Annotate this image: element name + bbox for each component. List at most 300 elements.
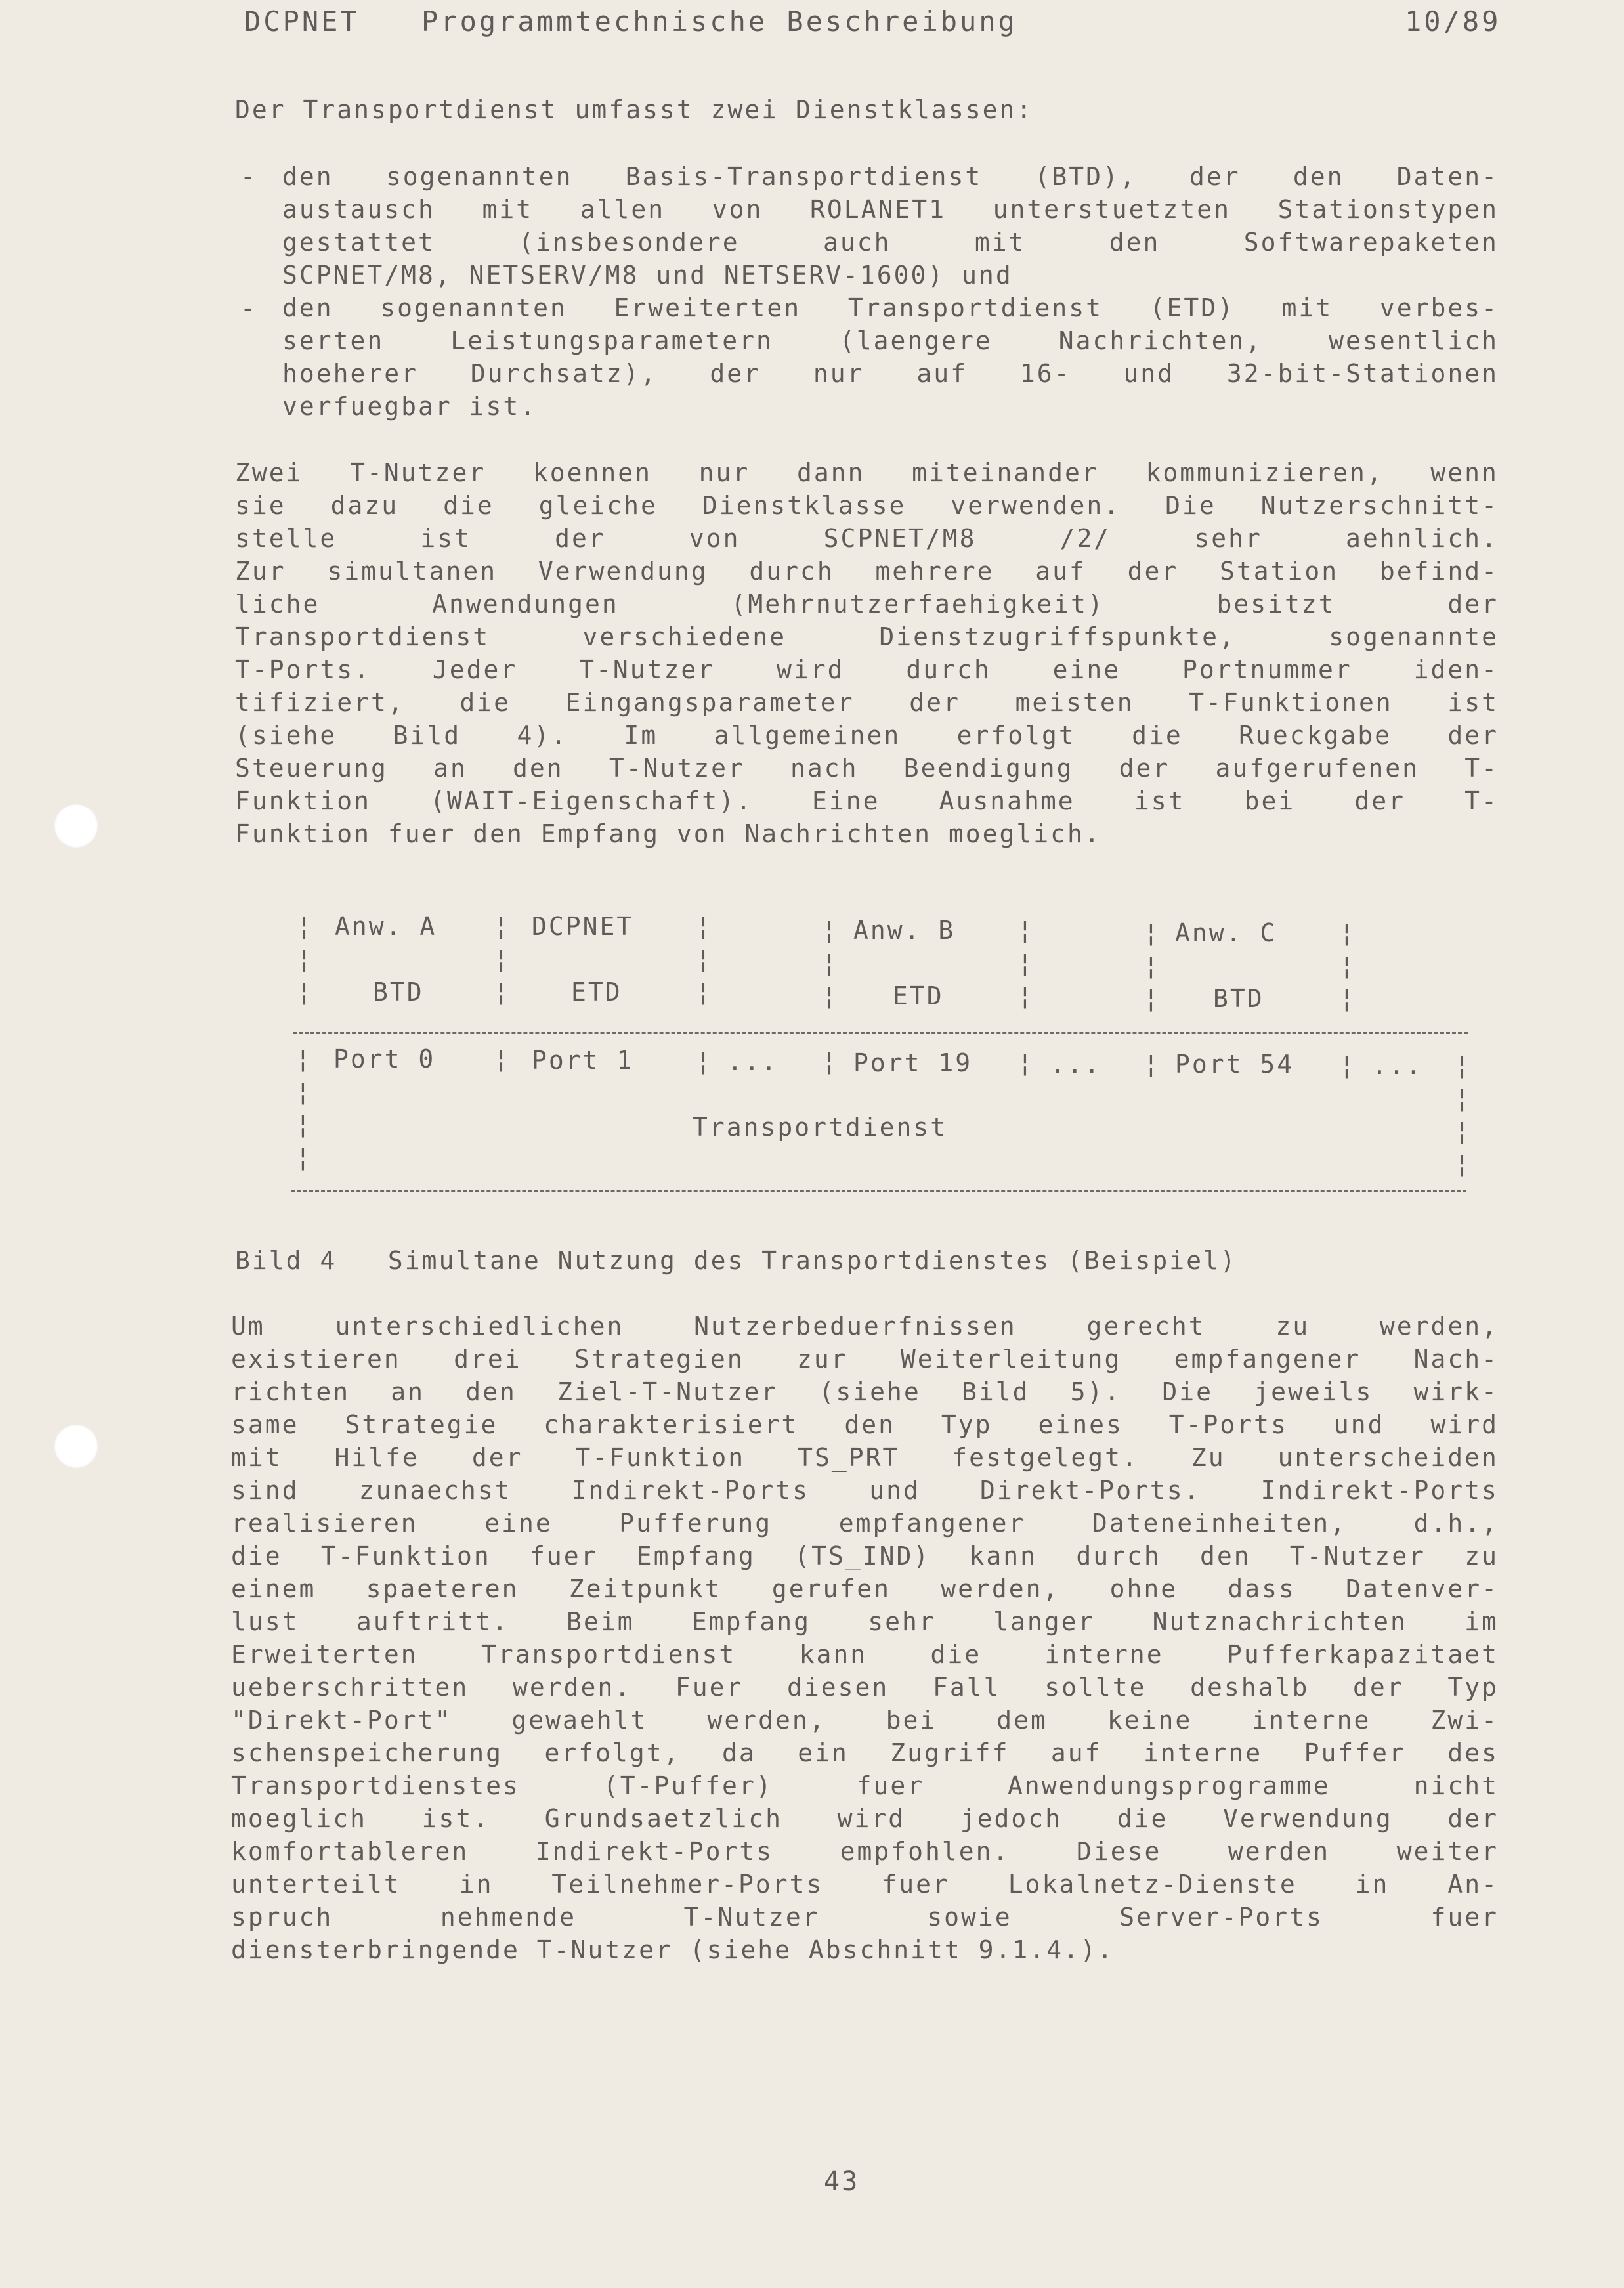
word: ist xyxy=(420,524,472,553)
word: ohne xyxy=(1109,1574,1178,1603)
text-line xyxy=(231,1572,1499,1605)
word: hoeherer xyxy=(282,359,419,388)
word: Pufferkapazitaet xyxy=(1226,1640,1499,1669)
word: in xyxy=(1355,1870,1390,1899)
word: 4). xyxy=(517,721,568,750)
word: den xyxy=(1109,228,1161,257)
word: Indirekt-Ports xyxy=(1260,1476,1499,1505)
word: der xyxy=(1127,557,1179,586)
text-line xyxy=(282,226,1499,259)
word: spruch xyxy=(231,1903,333,1932)
word: Verwendung xyxy=(1222,1804,1393,1833)
word: Ziel-T-Nutzer xyxy=(557,1377,779,1406)
word: ein xyxy=(798,1738,849,1767)
word: Zu xyxy=(1191,1443,1226,1472)
word: tifiziert, xyxy=(235,688,405,717)
word: bei xyxy=(886,1706,937,1735)
text-line xyxy=(235,588,1499,620)
word: Die xyxy=(1165,491,1216,520)
word: den xyxy=(1293,162,1344,191)
word: Bild xyxy=(393,721,461,750)
word: Puffer xyxy=(1304,1738,1406,1767)
word: kann xyxy=(969,1542,1038,1570)
word: die xyxy=(443,491,494,520)
word: T-Nutzer xyxy=(609,754,745,783)
diagram-divider: ¦ xyxy=(297,945,312,974)
word: befind- xyxy=(1379,557,1499,586)
word: eines xyxy=(1038,1410,1123,1439)
word: in xyxy=(459,1870,494,1899)
word: den xyxy=(844,1410,895,1439)
word: drei xyxy=(454,1345,522,1373)
word: festgelegt. xyxy=(952,1443,1139,1472)
word: fuer xyxy=(1430,1903,1499,1932)
word: durch xyxy=(906,655,991,684)
word: bei xyxy=(1244,787,1296,815)
word: T- xyxy=(1464,754,1499,783)
text-line: verfuegbar ist. xyxy=(282,392,538,421)
app-name: Anw. A xyxy=(335,912,437,941)
word: den xyxy=(1200,1542,1251,1570)
word: dazu xyxy=(330,491,399,520)
word: Transportdienst xyxy=(481,1640,737,1669)
word: TS_PRT xyxy=(798,1443,900,1472)
word: T-Ports. xyxy=(235,655,372,684)
word: nicht xyxy=(1413,1771,1499,1800)
word: Steuerung xyxy=(235,754,388,783)
diagram-divider: ¦ xyxy=(1455,1084,1470,1113)
word: des xyxy=(1447,1738,1499,1767)
word: Grundsaetzlich xyxy=(544,1804,783,1833)
port-label: Port 54 xyxy=(1175,1050,1294,1079)
text-line xyxy=(231,1671,1499,1704)
word: unterstuetzten xyxy=(993,195,1231,224)
word: Strategie xyxy=(345,1410,498,1439)
word: von xyxy=(689,524,740,553)
diagram-divider: ¦ xyxy=(295,1045,310,1073)
word: Um xyxy=(231,1312,265,1341)
word: Empfang xyxy=(636,1542,756,1570)
word: ist. xyxy=(421,1804,490,1833)
word: die xyxy=(459,688,511,717)
text-line xyxy=(235,456,1499,489)
word: die xyxy=(1132,721,1183,750)
word: T-Nutzer xyxy=(1289,1542,1426,1570)
word: langer xyxy=(993,1607,1096,1636)
diagram-divider: ¦ xyxy=(1339,984,1354,1013)
word: dass xyxy=(1228,1574,1296,1603)
punch-hole xyxy=(54,1425,98,1468)
text-line xyxy=(282,324,1499,357)
word: sogenannten xyxy=(380,293,567,322)
word: Datenver- xyxy=(1346,1574,1499,1603)
word: empfangener xyxy=(1174,1345,1361,1373)
diagram-bild-4 xyxy=(289,906,1470,1221)
word: Zwi- xyxy=(1430,1706,1499,1735)
word: wenn xyxy=(1430,458,1499,487)
word: verwenden. xyxy=(951,491,1121,520)
diagram-divider: ¦ xyxy=(494,1045,509,1073)
word: durch xyxy=(749,557,834,586)
header-left: DCPNET xyxy=(244,5,360,37)
word: Lokalnetz-Dienste xyxy=(1008,1870,1297,1899)
word: auch xyxy=(823,228,891,257)
text-line xyxy=(231,1343,1499,1375)
word: der xyxy=(1189,162,1241,191)
word: Eingangsparameter xyxy=(565,688,855,717)
word: dem xyxy=(996,1706,1048,1735)
word: wesentlich xyxy=(1329,326,1499,355)
word: dann xyxy=(796,458,865,487)
word: allgemeinen xyxy=(714,721,901,750)
word: Anwendungsprogramme xyxy=(1008,1771,1331,1800)
word: Eine xyxy=(812,787,880,815)
word: Pufferung xyxy=(619,1509,773,1538)
diagram-divider: ¦ xyxy=(295,1110,310,1139)
text-line xyxy=(235,653,1499,686)
word: Dienstzugriffspunkte, xyxy=(879,622,1236,651)
paragraph-port-types xyxy=(231,1310,1499,1966)
word: An- xyxy=(1447,1870,1499,1899)
word: auf xyxy=(1050,1738,1102,1767)
word: auf xyxy=(1035,557,1086,586)
diagram-divider: ¦ xyxy=(295,1077,310,1106)
word: die xyxy=(930,1640,982,1669)
text-line: SCPNET/M8, NETSERV/M8 und NETSERV-1600) und xyxy=(282,261,1013,290)
word: auf xyxy=(916,359,968,388)
word: austausch xyxy=(282,195,435,224)
word: den xyxy=(282,293,333,322)
word: sehr xyxy=(1194,524,1262,553)
header-page-ref: 10/89 xyxy=(1405,5,1501,37)
word: 5). xyxy=(1070,1377,1122,1406)
diagram-divider: ¦ xyxy=(822,1047,837,1076)
word: d.h., xyxy=(1413,1509,1499,1538)
word: keine xyxy=(1107,1706,1193,1735)
text-line: Der Transportdienst umfasst zwei Dienstklassen: xyxy=(235,95,1034,124)
text-line xyxy=(235,719,1499,752)
diagram-divider: ¦ xyxy=(1017,949,1033,978)
word: werden, xyxy=(707,1706,826,1735)
word: der xyxy=(471,1443,523,1472)
word: interne xyxy=(1044,1640,1164,1669)
diagram-divider: ¦ xyxy=(1143,918,1159,947)
word: meisten xyxy=(1015,688,1134,717)
word: T- xyxy=(1464,787,1499,815)
word: der xyxy=(1354,787,1406,815)
word: an xyxy=(433,754,467,783)
word: werden xyxy=(1228,1837,1331,1866)
text-line: diensterbringende T-Nutzer (siehe Abschnitt 9.1.4.). xyxy=(231,1935,1115,1964)
word: da xyxy=(721,1738,756,1767)
word: nur xyxy=(698,458,750,487)
word: Indirekt-Ports xyxy=(571,1476,810,1505)
text-line xyxy=(231,1408,1499,1441)
word: ROLANET1 xyxy=(810,195,947,224)
word: der xyxy=(1353,1673,1404,1702)
word: diesen xyxy=(787,1673,889,1702)
app-name: DCPNET xyxy=(532,912,634,941)
word: die xyxy=(231,1542,282,1570)
word: Dienstklasse xyxy=(702,491,907,520)
word: moeglich xyxy=(231,1804,368,1833)
word: interne xyxy=(1252,1706,1371,1735)
word: den xyxy=(282,162,333,191)
word: nur xyxy=(813,359,865,388)
word: werden, xyxy=(941,1574,1060,1603)
word: kommunizieren, xyxy=(1145,458,1384,487)
app-class: BTD xyxy=(373,978,424,1006)
word: weiter xyxy=(1396,1837,1499,1866)
word: sind xyxy=(231,1476,299,1505)
text-line xyxy=(231,1704,1499,1737)
word: serten xyxy=(282,326,385,355)
word: besitzt xyxy=(1216,590,1336,618)
word: mit xyxy=(482,195,534,224)
word: T-Nutzer xyxy=(350,458,486,487)
diagram-divider: ¦ xyxy=(822,982,837,1010)
text-line xyxy=(231,1901,1499,1933)
word: den xyxy=(465,1377,517,1406)
word: unterscheiden xyxy=(1277,1443,1499,1472)
text-line xyxy=(282,291,1499,324)
word: Beim xyxy=(566,1607,635,1636)
app-class: ETD xyxy=(893,982,944,1010)
diagram-divider: ¦ xyxy=(297,978,312,1006)
diagram-divider: ¦ xyxy=(822,916,837,945)
word: empfohlen. xyxy=(840,1837,1010,1866)
text-line xyxy=(235,686,1499,719)
port-label: ... xyxy=(1372,1051,1423,1080)
diagram-divider: ¦ xyxy=(696,945,711,974)
word: Beendigung xyxy=(903,754,1074,783)
word: Fuer xyxy=(675,1673,744,1702)
page-number: 43 xyxy=(824,2167,860,2197)
word: schenspeicherung xyxy=(231,1738,503,1767)
word: interne xyxy=(1143,1738,1263,1767)
word: der xyxy=(1447,721,1499,750)
word: wird xyxy=(776,655,845,684)
word: der xyxy=(1447,1804,1499,1833)
word: fuer xyxy=(882,1870,950,1899)
diagram-divider: ¦ xyxy=(1339,951,1354,980)
diagram-divider: ¦ xyxy=(1339,918,1354,947)
word: Im xyxy=(624,721,658,750)
word: Weiterleitung xyxy=(900,1345,1122,1373)
diagram-divider: ¦ xyxy=(1143,1050,1159,1079)
word: gerufen xyxy=(771,1574,891,1603)
header-title: Programmtechnische Beschreibung xyxy=(421,5,1017,37)
word: Durchsatz), xyxy=(470,359,658,388)
word: liche xyxy=(235,590,320,618)
word: T-Funktion xyxy=(320,1542,491,1570)
diagram-divider: ¦ xyxy=(494,945,509,974)
text-line xyxy=(231,1835,1499,1868)
word: den xyxy=(513,754,564,783)
word: verbes- xyxy=(1379,293,1499,322)
word: der xyxy=(1119,754,1170,783)
word: erfolgt xyxy=(956,721,1076,750)
word: realisieren xyxy=(231,1509,418,1538)
word: stelle xyxy=(235,524,337,553)
word: und xyxy=(869,1476,920,1505)
bullet-item xyxy=(240,291,1499,423)
diagram-divider: ¦ xyxy=(1339,1051,1354,1080)
word: mit xyxy=(231,1443,282,1472)
word: Die xyxy=(1162,1377,1214,1406)
word: zunaechst xyxy=(358,1476,512,1505)
word: Rueckgabe xyxy=(1239,721,1392,750)
text-line xyxy=(235,785,1499,817)
word: kann xyxy=(799,1640,868,1669)
word: aehnlich. xyxy=(1346,524,1499,553)
word: wird xyxy=(837,1804,906,1833)
diagram-divider: ¦ xyxy=(1143,984,1159,1013)
word: 32-bit-Stationen xyxy=(1226,359,1499,388)
word: sowie xyxy=(927,1903,1012,1932)
paragraph-t-ports xyxy=(235,456,1499,850)
text-line xyxy=(282,193,1499,226)
word: Zur xyxy=(235,557,286,586)
word: der xyxy=(909,688,960,717)
word: Nachrichten, xyxy=(1058,326,1263,355)
diagram-divider: ¦ xyxy=(822,949,837,978)
text-line xyxy=(231,1507,1499,1540)
word: SCPNET/M8 xyxy=(823,524,977,553)
word: Anwendungen xyxy=(432,590,619,618)
word: Jeder xyxy=(432,655,518,684)
word: Funktion xyxy=(235,787,372,815)
punch-hole xyxy=(54,804,98,848)
word: aufgerufenen xyxy=(1215,754,1420,783)
word: lust xyxy=(231,1607,299,1636)
word: unterteilt xyxy=(231,1870,401,1899)
word: mehrere xyxy=(875,557,994,586)
text-line xyxy=(231,1310,1499,1343)
text-line: Funktion fuer den Empfang von Nachrichten moeglich. xyxy=(235,819,1101,848)
word: Nutznachrichten xyxy=(1152,1607,1407,1636)
diagram-divider: ¦ xyxy=(1017,1048,1033,1077)
word: eine xyxy=(484,1509,553,1538)
word: Leistungsparametern xyxy=(450,326,773,355)
word: der xyxy=(555,524,606,553)
diagram-divider: ¦ xyxy=(1455,1150,1470,1178)
diagram-divider: ¦ xyxy=(696,1047,711,1076)
word: Erweiterten xyxy=(231,1640,418,1669)
diagram-divider: ¦ xyxy=(297,912,312,941)
app-name: Anw. B xyxy=(853,916,956,945)
text-line xyxy=(231,1605,1499,1638)
figure-caption xyxy=(235,1244,1499,1277)
word: sie xyxy=(235,491,286,520)
bullet-item xyxy=(240,160,1499,291)
word: Ausnahme xyxy=(939,787,1075,815)
word: (insbesondere xyxy=(519,228,740,257)
diagram-divider: ¦ xyxy=(1455,1117,1470,1146)
diagram-divider: ¦ xyxy=(1455,1051,1470,1080)
word: Basis-Transportdienst xyxy=(625,162,983,191)
word: ueberschritten xyxy=(231,1673,469,1702)
word: charakterisiert xyxy=(544,1410,799,1439)
text-line xyxy=(235,752,1499,785)
word: Station xyxy=(1219,557,1339,586)
word: an xyxy=(391,1377,425,1406)
word: unterschiedlichen xyxy=(335,1312,624,1341)
port-label: Port 0 xyxy=(333,1045,436,1073)
bullet-dash: - xyxy=(240,293,255,322)
diagram-divider: ¦ xyxy=(494,912,509,941)
text-line xyxy=(282,357,1499,390)
caption-text: Bild 4 Simultane Nutzung des Transportdienstes (Beispiel) xyxy=(235,1246,1237,1275)
text-line xyxy=(231,1474,1499,1507)
word: Hilfe xyxy=(334,1443,419,1472)
word: Bild xyxy=(961,1377,1030,1406)
word: der xyxy=(710,359,761,388)
word: Fall xyxy=(933,1673,1001,1702)
word: werden. xyxy=(512,1673,632,1702)
word: wird xyxy=(1430,1410,1499,1439)
word: spaeteren xyxy=(366,1574,519,1603)
text-line xyxy=(231,1638,1499,1671)
word: sogenannte xyxy=(1329,622,1499,651)
word: sehr xyxy=(868,1607,936,1636)
word: 16- xyxy=(1019,359,1071,388)
word: T-Funktionen xyxy=(1189,688,1393,717)
word: Indirekt-Ports xyxy=(535,1837,774,1866)
bullet-list xyxy=(240,160,1499,423)
word: fuer xyxy=(529,1542,598,1570)
app-class: BTD xyxy=(1213,984,1264,1013)
text-line xyxy=(235,522,1499,555)
bullet-dash: - xyxy=(240,162,255,191)
word: miteinander xyxy=(912,458,1099,487)
diagram-divider: ¦ xyxy=(696,978,711,1006)
word: erfolgt, xyxy=(544,1738,681,1767)
word: wirk- xyxy=(1413,1377,1499,1406)
word: iden- xyxy=(1413,655,1499,684)
diagram-divider: ¦ xyxy=(1143,951,1159,980)
word: mit xyxy=(974,228,1026,257)
word: Direkt-Ports. xyxy=(980,1476,1201,1505)
word: (TS_IND) xyxy=(794,1542,931,1570)
word: Portnummer xyxy=(1182,655,1352,684)
word: Transportdienst xyxy=(847,293,1103,322)
word: (ETD) xyxy=(1149,293,1235,322)
diagram-divider: ¦ xyxy=(1017,982,1033,1010)
word: Verwendung xyxy=(538,557,708,586)
word: nach xyxy=(790,754,859,783)
word: die xyxy=(1117,1804,1168,1833)
text-line xyxy=(231,1868,1499,1901)
word: nehmende xyxy=(440,1903,576,1932)
word: Diese xyxy=(1076,1837,1162,1866)
word: koennen xyxy=(532,458,652,487)
diagram-divider: ¦ xyxy=(696,912,711,941)
text-line xyxy=(231,1802,1499,1835)
word: Server-Ports xyxy=(1119,1903,1323,1932)
word: im xyxy=(1464,1607,1499,1636)
word: mit xyxy=(1281,293,1333,322)
diagram-divider: ¦ xyxy=(1017,916,1033,945)
word: werden, xyxy=(1379,1312,1499,1341)
word: zu xyxy=(1464,1542,1499,1570)
word: Zugriff xyxy=(890,1738,1010,1767)
word: fuer xyxy=(856,1771,925,1800)
diagram-divider: ¦ xyxy=(295,1143,310,1172)
word: gerecht xyxy=(1086,1312,1206,1341)
word: Typ xyxy=(941,1410,993,1439)
word: Daten- xyxy=(1396,162,1499,191)
